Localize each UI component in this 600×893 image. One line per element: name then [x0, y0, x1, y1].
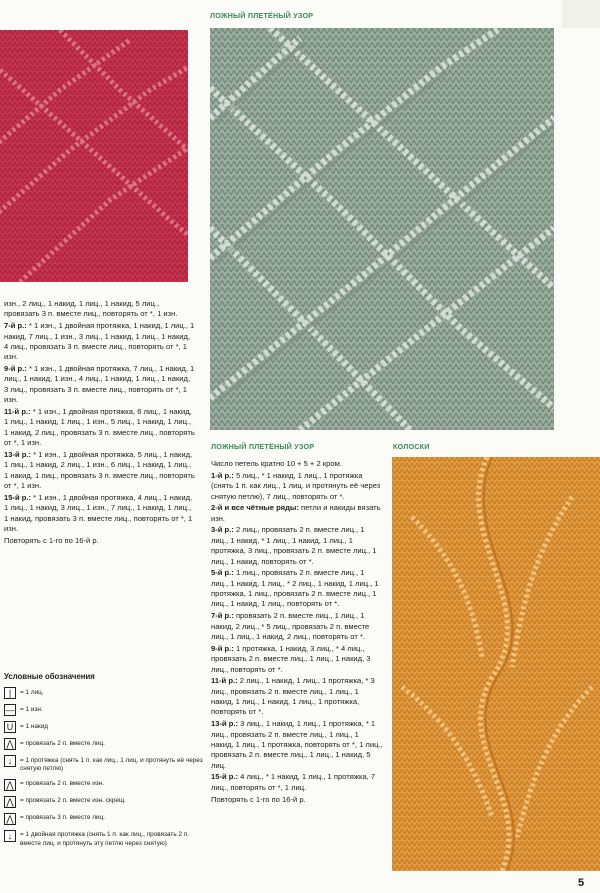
instruction-row: 7-й р.: * 1 изн., 1 двойная протяжка, 1 накид, 1 лиц., 1 накид, 7 лиц., 1 изн., 3 лиц., 1 накид, 1 лиц., 1 накид, 4 лиц., провязать 3 п. вместе лиц., повторять от *, 1 изн.	[4, 321, 195, 362]
pattern-title-top: ЛОЖНЫЙ ПЛЕТЁНЫЙ УЗОР	[210, 11, 314, 20]
instruction-row: 2-й и все чётные ряды: петли и накиды вязать изн.	[211, 503, 381, 523]
instruction-row: 13-й р.: * 1 изн., 1 двойная протяжка, 5 лиц., 1 накид, 1 лиц., 1 накид, 2 лиц., 1 изн., 6 лиц., 1 накид, 1 лиц., 1 накид, 1 лиц., провязать 3 п. вместе лиц., повторять от *, 1 изн.	[4, 449, 195, 491]
k2tog-symbol-icon: ⋀	[4, 738, 16, 750]
red-knit-photo	[0, 30, 188, 282]
legend-item: ⋀ = провязать 2 п. вместе лиц.	[4, 738, 204, 750]
instruction-row: изн., 2 лиц., 1 накид, 1 лиц., 1 накид, 5 лиц., провязать 3 п. вместе лиц., повторять от *, 1 изн.	[4, 299, 178, 319]
slip-decrease-symbol-icon: ↓	[4, 755, 16, 767]
knit-symbol-icon: |	[4, 687, 16, 699]
legend-item: ↓ = 1 протяжка (снять 1 п. как лиц., 1 лиц. и протянуть её через снятую петлю)	[4, 755, 204, 774]
instruction-row: Число петель кратно 10 + 5 + 2 кром.	[211, 459, 342, 468]
double-decrease-symbol-icon: ↓	[4, 830, 16, 842]
legend-item: | = 1 лиц.	[4, 687, 204, 699]
legend-item: ⋀ = провязать 3 п. вместе лиц.	[4, 813, 204, 825]
legend-title: Условные обозначения	[4, 672, 95, 681]
instruction-row: Повторять с 1-го по 16-й р.	[4, 535, 99, 545]
instruction-row: 3-й р.: 2 лиц., провязать 2 п. вместе лиц., 1 лиц., 1 накид, * 1 лиц., 1 накид, 1 лиц., 1 протяжка, 3 лиц., провязать 2 п. вместе лиц., 1 лиц., 1 накид, повторять от *.	[211, 525, 377, 566]
purl-symbol-icon: —	[5, 705, 15, 715]
instruction-row: 15-й р.: * 1 изн., 1 двойная протяжка, 4 лиц., 1 накид, 1 лиц., 1 накид, 3 лиц., 1 изн., 7 лиц., 1 накид, 1 лиц., 1 накид, провязать 3 п. вместе лиц., повторять от *, 1 изн.	[4, 492, 193, 534]
instruction-row: 11-й р.: 2 лиц., 1 накид, 1 лиц., 1 протяжка, * 3 лиц., провязать 2 п. вместе лиц., 1 лиц., 1 накид, 1 лиц., 1 накид, 1 лиц., 1 протяжка, повторять от *.	[211, 676, 375, 717]
instruction-row: 9-й р.: 1 протяжка, 1 накид, 3 лиц., * 4 лиц., провязать 2 п. вместе лиц., 1 лиц., 1 накид, 3 лиц., повторять от *.	[211, 643, 371, 674]
legend-item: ⋀ = провязать 2 п. вместе изн.	[4, 779, 204, 791]
orange-knit-photo	[392, 457, 600, 871]
p2tog-tbl-symbol-icon: ⋀	[4, 796, 16, 808]
yarn-over-symbol-icon: U	[4, 721, 16, 733]
legend-item: U = 1 накид	[4, 721, 204, 733]
instruction-row: Повторять с 1-го по 16-й р.	[211, 794, 306, 804]
pattern-title-kolosky: КОЛОСКИ	[393, 442, 430, 451]
legend-item: ↓ = 1 двойная протяжка (снять 1 п. как лиц., провязать 2 п. вместе лиц. и протянуть эту петлю через снятую)	[4, 830, 204, 849]
green-knit-photo	[210, 28, 554, 430]
pattern-title-middle: ЛОЖНЫЙ ПЛЕТЁНЫЙ УЗОР	[211, 442, 315, 451]
page-number: 5	[578, 877, 585, 889]
middle-instructions	[211, 459, 383, 806]
instruction-row: 7-й р.: провязать 2 п. вместе лиц., 1 лиц., 1 накид, 2 лиц., * 5 лиц., провязать 2 п. вместе лиц., 1 лиц., 1 накид, 2 лиц., повторять от *.	[211, 611, 370, 641]
instruction-row: 13-й р.: 3 лиц., 1 накид, 1 лиц., 1 протяжка, * 1 лиц., провязать 2 п. вместе лиц., 1 лиц., 1 накид, 1 лиц., 1 протяжка, повторять от *, 1 лиц., провязать 2 п. вместе лиц., 1 лиц., 1 накид, 5 лиц.	[211, 719, 383, 770]
legend	[4, 672, 204, 853]
page-corner-tab-right	[562, 0, 600, 28]
instruction-row: 15-й р.: 4 лиц., * 1 накид, 1 лиц., 1 протяжка, 7 лиц., повторять от *, 1 лиц.	[211, 772, 376, 792]
instruction-row: 9-й р.: * 1 изн., 1 двойная протяжка, 7 лиц., 1 накид, 1 лиц., 1 накид, 1 изн., 4 лиц., 1 накид, 1 лиц., 1 накид, 3 лиц., провязать 3 п. вместе лиц., повторять от *, 1 изн.	[4, 364, 195, 405]
instruction-row: 5-й р.: 1 лиц., провязать 2 п. вместе лиц., 1 лиц., 1 накид, 1 лиц., * 2 лиц., 1 накид, 1 лиц., 1 протяжка, 1 лиц., провязать 2 п. вместе лиц., 1 лиц., 1 накид, 1 лиц., повторять от *.	[211, 568, 379, 609]
page-corner-tab	[188, 0, 210, 14]
legend-item: — = 1 изн.	[5, 705, 43, 715]
left-instructions	[4, 299, 196, 547]
instruction-row: 11-й р.: * 1 изн., 1 двойная протяжка, 6 лиц., 1 накид, 1 лиц., 1 накид, 1 лиц., 1 изн., 5 лиц., 1 накид, 1 лиц., 1 накид, 2 лиц., провязать 3 п. вместе лиц., повторять от *, 1 изн.	[4, 406, 195, 448]
instruction-row: 1-й р.: 5 лиц., * 1 накид, 1 лиц., 1 протяжка (снять 1 п. как лиц., 1 лиц. и протянуть её через снятую петлю), 7 лиц., повторять от *.	[211, 470, 381, 501]
p2tog-symbol-icon: ⋀	[4, 779, 16, 791]
legend-item: ⋀ = провязать 2 п. вместе изн. скрещ.	[4, 796, 204, 808]
k3tog-symbol-icon: ⋀	[4, 813, 16, 825]
